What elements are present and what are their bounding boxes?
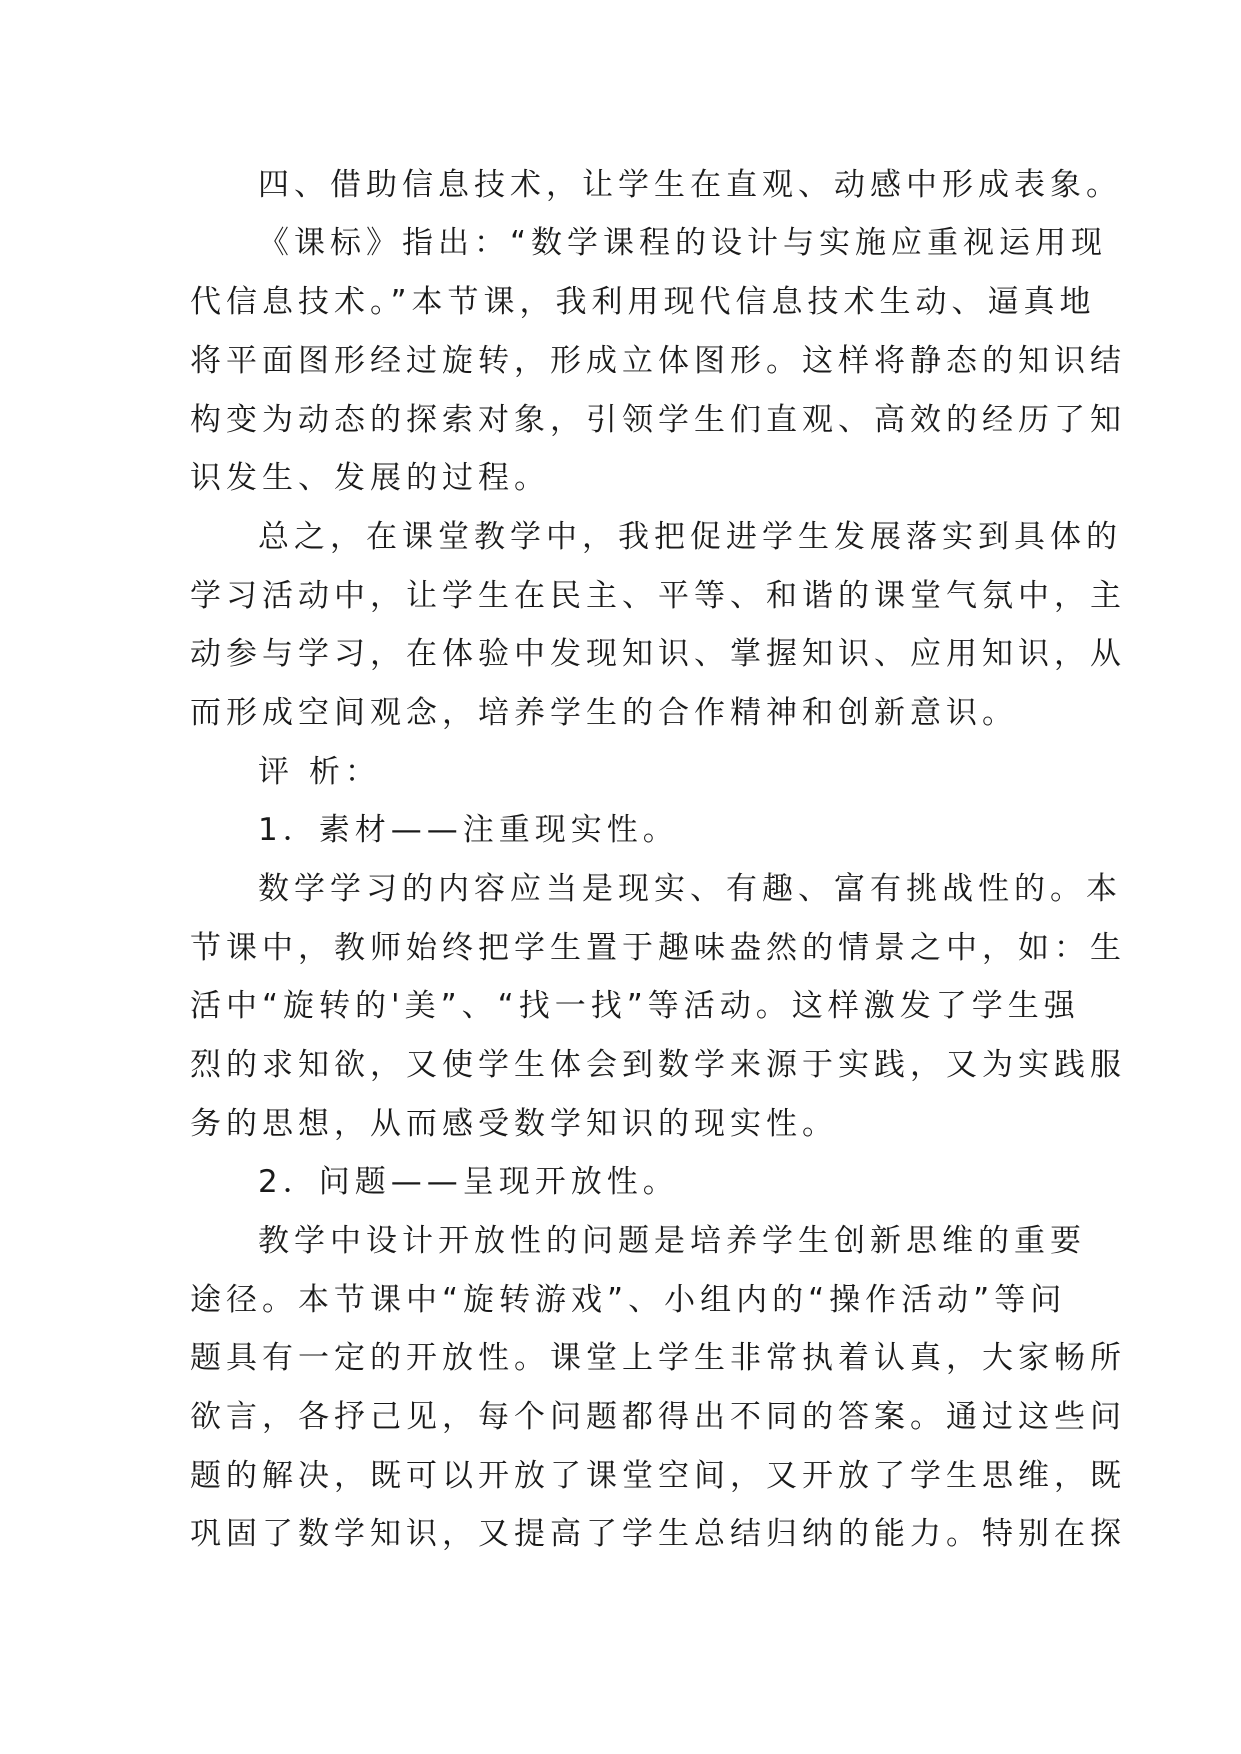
text-line: 务的思想，从而感受数学知识的现实性。 bbox=[190, 1106, 838, 1142]
text-line: 总之，在课堂教学中，我把促进学生发展落实到具体的 bbox=[258, 519, 1122, 555]
subsection-heading: 2．问题——呈现开放性。 bbox=[258, 1164, 679, 1200]
text-line: 题具有一定的开放性。课堂上学生非常执着认真，大家畅所 bbox=[190, 1340, 1126, 1376]
text-line: 题的解决，既可以开放了课堂空间，又开放了学生思维，既 bbox=[190, 1458, 1126, 1494]
text-line: 活中“旋转的'美”、“找一找”等活动。这样激发了学生强 bbox=[190, 988, 1080, 1024]
section-heading: 评 析： bbox=[258, 754, 381, 790]
text-line: 学习活动中，让学生在民主、平等、和谐的课堂气氛中，主 bbox=[190, 578, 1126, 614]
text-line: 教学中设计开放性的问题是培养学生创新思维的重要 bbox=[258, 1223, 1086, 1259]
text-line: 数学学习的内容应当是现实、有趣、富有挑战性的。本 bbox=[258, 871, 1122, 907]
text-line: 而形成空间观念，培养学生的合作精神和创新意识。 bbox=[190, 695, 1018, 731]
text-line: 《课标》指出：“数学课程的设计与实施应重视运用现 bbox=[258, 225, 1108, 261]
text-line: 代信息技术。”本节课，我利用现代信息技术生动、逼真地 bbox=[190, 284, 1096, 320]
text-line: 途径。本节课中“旋转游戏”、小组内的“操作活动”等问 bbox=[190, 1282, 1067, 1318]
text-line: 动参与学习，在体验中发现知识、掌握知识、应用知识，从 bbox=[190, 636, 1126, 672]
text-line: 烈的求知欲，又使学生体会到数学来源于实践，又为实践服 bbox=[190, 1047, 1126, 1083]
text-line: 识发生、发展的过程。 bbox=[190, 460, 550, 496]
text-line: 构变为动态的探索对象，引领学生们直观、高效的经历了知 bbox=[190, 402, 1126, 438]
text-line: 巩固了数学知识，又提高了学生总结归纳的能力。特别在探 bbox=[190, 1516, 1126, 1552]
text-line: 将平面图形经过旋转，形成立体图形。这样将静态的知识结 bbox=[190, 343, 1126, 379]
text-line: 四、借助信息技术，让学生在直观、动感中形成表象。 bbox=[258, 167, 1122, 203]
text-line: 节课中，教师始终把学生置于趣味盎然的情景之中，如：生 bbox=[190, 930, 1126, 966]
subsection-heading: 1．素材——注重现实性。 bbox=[258, 812, 679, 848]
text-line: 欲言，各抒己见，每个问题都得出不同的答案。通过这些问 bbox=[190, 1399, 1126, 1435]
